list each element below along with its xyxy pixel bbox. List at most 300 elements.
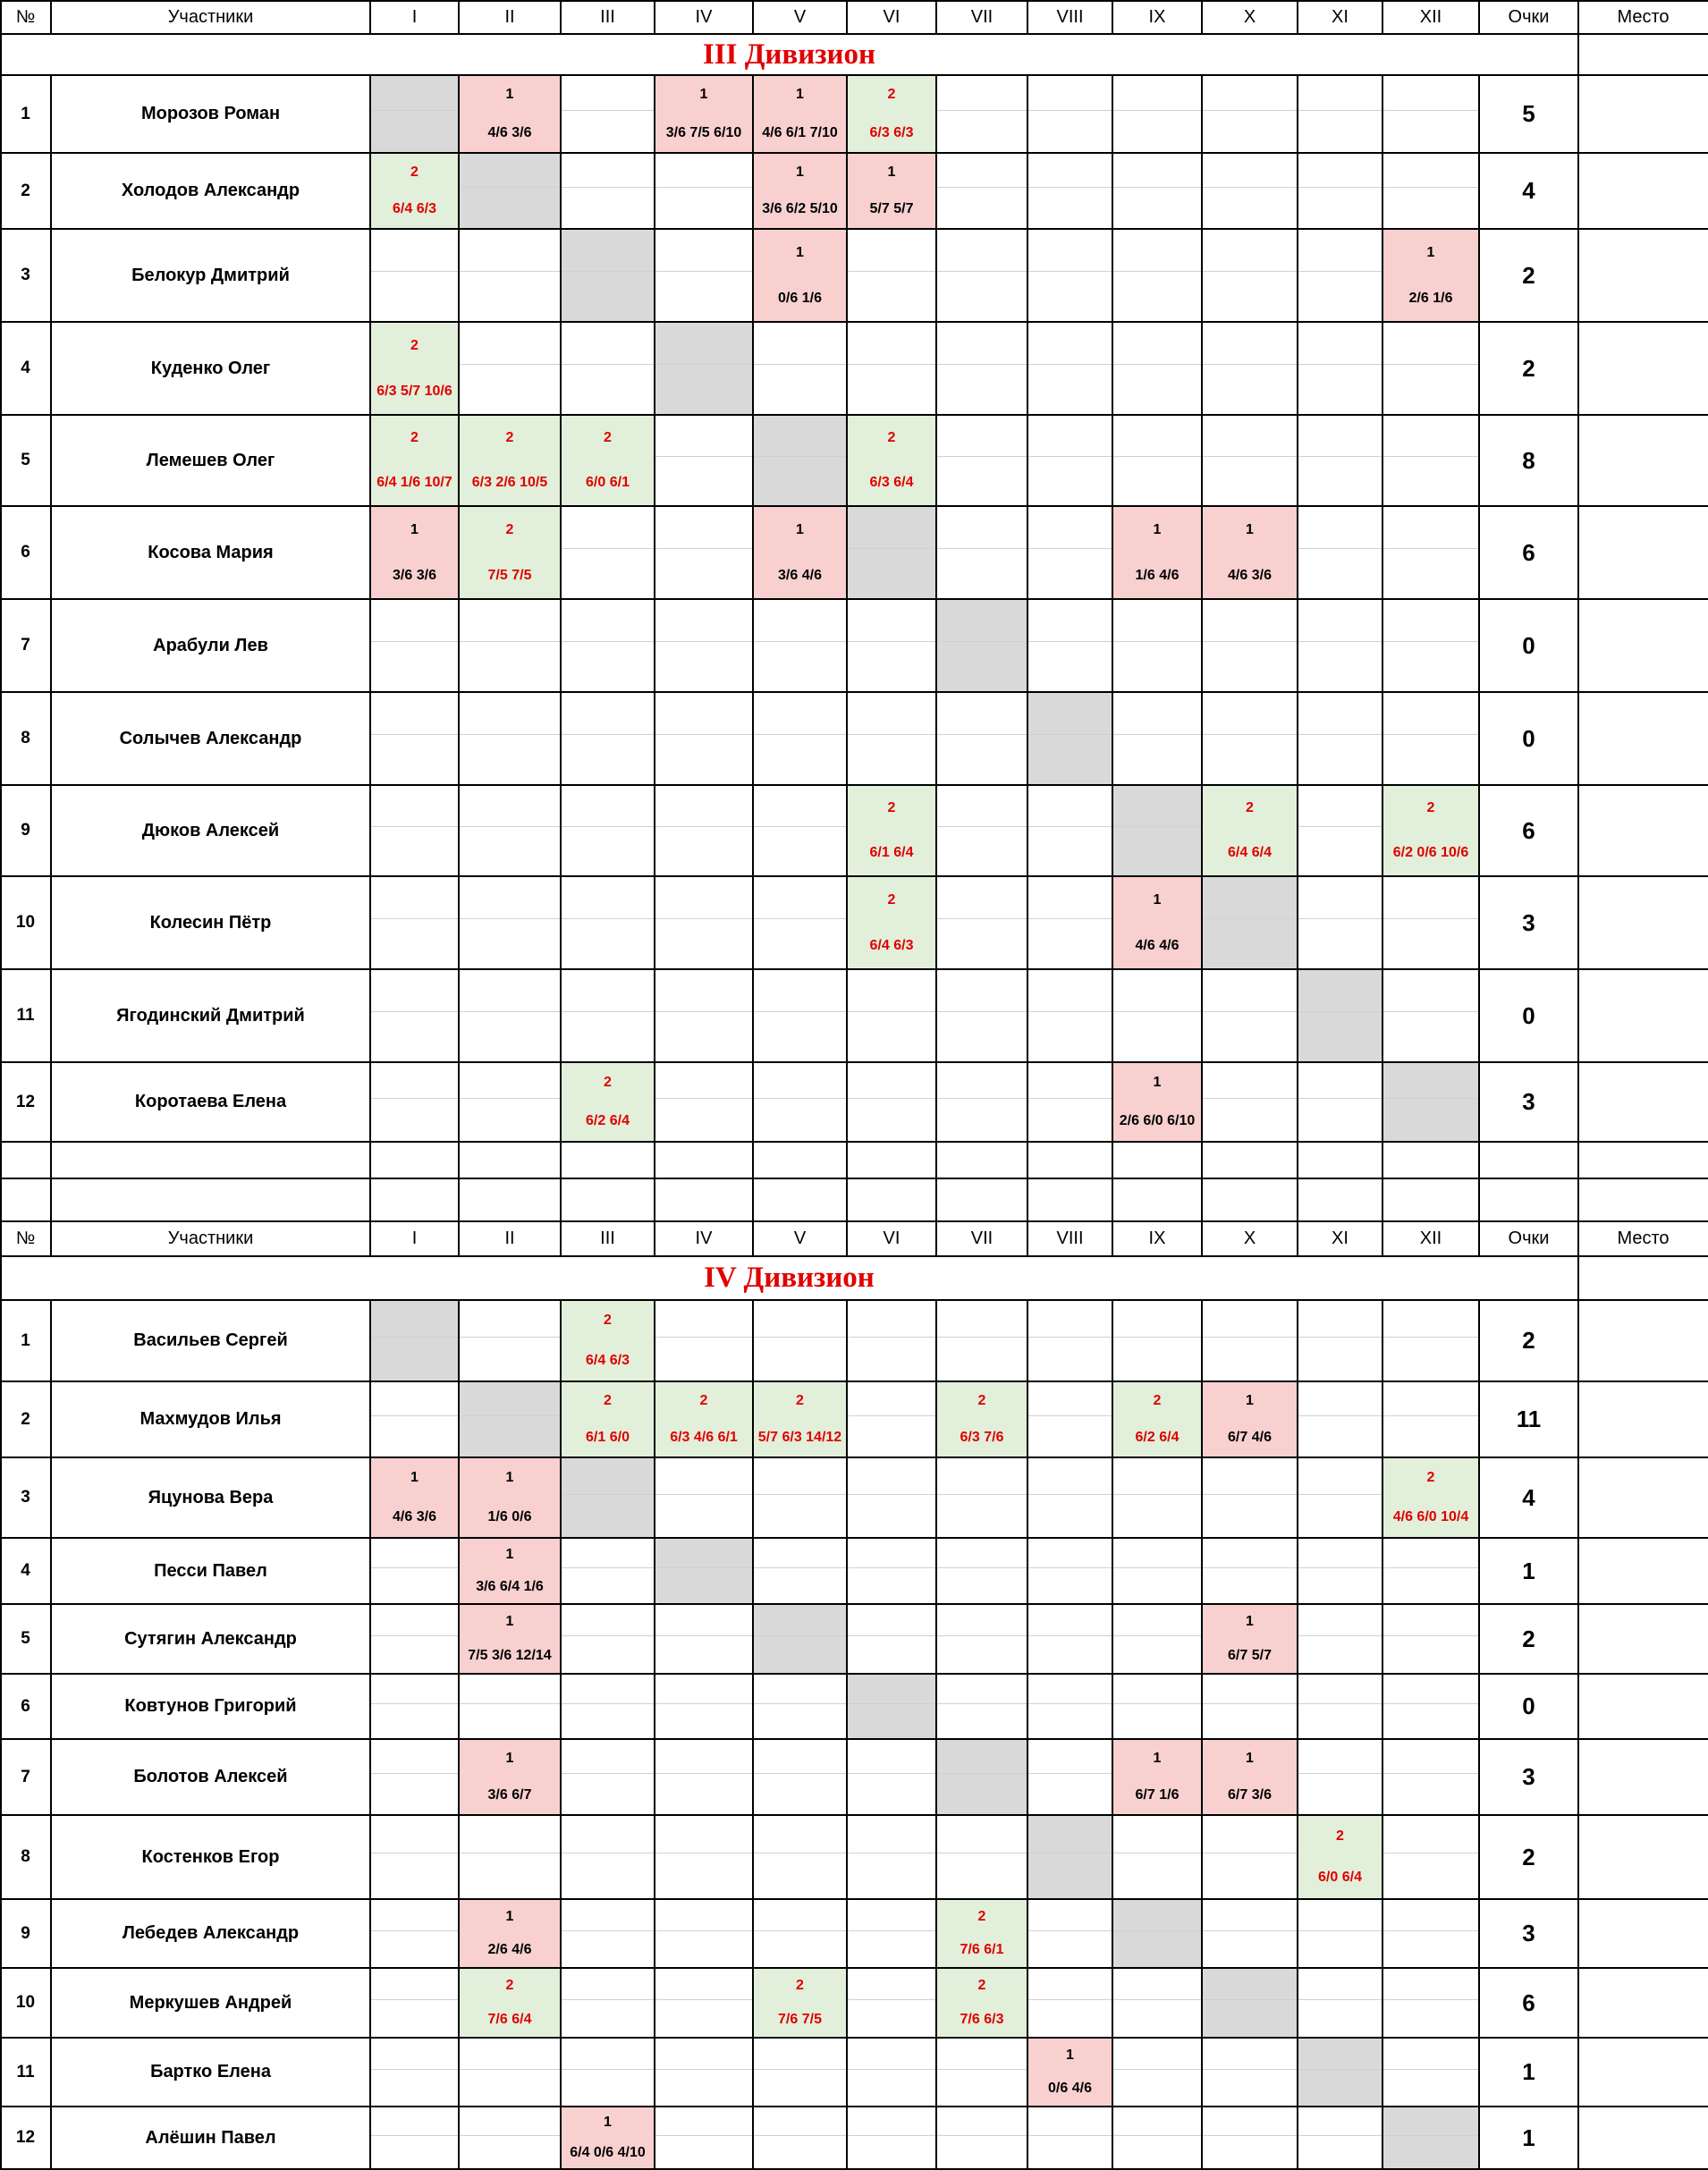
grid-line-v [1027,1142,1028,1220]
grid-line-v [1201,0,1203,34]
grid-line-h [0,1178,1708,1179]
header-round-vii: VII [936,0,1027,34]
player-number: 1 [21,1330,30,1350]
match-result [371,1458,458,1537]
match-points: 1 [1246,521,1254,537]
player-number: 1 [21,104,30,123]
grid-line-v [1027,75,1028,1142]
match-score: 6/0 6/4 [1318,1870,1362,1885]
grid-line-v [1382,1142,1383,1220]
header-round-ii: II [459,1220,561,1256]
grid-subline [370,2069,1479,2070]
grid-line-v [0,1256,2,1300]
grid-line-v [0,0,2,34]
player-number: 6 [21,543,30,561]
player-points: 1 [1522,1557,1535,1584]
player-points: 3 [1522,1763,1535,1790]
match-result [460,1539,560,1603]
grid-line-h [0,414,1708,416]
player-name: Куденко Олег [150,358,271,378]
grid-line-v [50,1220,52,1256]
grid-line-v [935,1142,937,1220]
player-name: Махмудов Илья [140,1409,282,1429]
grid-subline [370,734,1479,735]
player-points: 8 [1522,446,1535,474]
match-score: 6/1 6/4 [869,845,914,860]
player-number: 3 [21,1488,30,1507]
grid-line-v [50,1300,52,2169]
match-points: 2 [1336,1828,1344,1844]
match-result [562,1063,654,1141]
match-score: 3/6 6/4 1/6 [476,1579,544,1594]
match-score: 6/4 6/4 [1228,845,1272,860]
grid-subline [370,364,1479,365]
grid-line-v [1577,1256,1579,1300]
player-place [1578,229,1708,322]
grid-line-v [1382,75,1383,1142]
player-place [1578,1739,1708,1815]
header-no: № [0,1220,51,1256]
match-score: 6/4 6/3 [586,1352,630,1368]
match-points: 1 [505,1547,514,1562]
grid-line-v [560,1300,562,2169]
player-name: Алёшин Павел [145,2127,276,2148]
grid-line-v [0,1142,2,1220]
grid-line-v [654,1142,655,1220]
player-points: 2 [1522,354,1535,382]
player-points: 6 [1522,538,1535,566]
player-points: 3 [1522,908,1535,936]
header-round-iv: IV [655,1220,753,1256]
header-round-xi: XI [1298,1220,1382,1256]
player-points: 2 [1522,1327,1535,1354]
header-round-vi: VI [847,0,936,34]
grid-subline [370,1011,1479,1012]
match-score: 7/5 3/6 12/14 [468,1648,552,1663]
grid-line-v [458,75,460,1142]
grid-line-v [369,0,371,34]
grid-line-v [560,75,562,1142]
player-number: 10 [15,913,36,932]
match-points: 1 [410,521,419,537]
grid-line-h [0,875,1708,877]
match-points: 1 [1153,521,1162,537]
header-points: Очки [1479,1220,1578,1256]
self-match-cell [459,1381,561,1457]
player-name: Дюков Алексей [141,820,280,840]
match-score: 6/4 6/3 [393,201,436,217]
grid-line-v [1027,1300,1028,2169]
match-result [460,1740,560,1814]
match-score: 6/7 3/6 [1228,1787,1272,1803]
match-points: 1 [1066,2047,1074,2063]
match-result [754,76,846,152]
player-number: 11 [16,1006,35,1025]
match-points: 2 [604,430,612,445]
player-number: 4 [21,359,30,377]
match-score: 6/3 6/3 [869,124,914,140]
player-number: 12 [15,1092,36,1111]
match-score: 7/6 6/3 [960,2012,1004,2027]
match-score: 6/3 2/6 10/5 [471,475,548,490]
player-number: 7 [21,1767,30,1786]
player-name: Белокур Дмитрий [131,265,290,285]
match-result [562,1301,654,1381]
match-result [460,1900,560,1967]
player-place [1578,1381,1708,1457]
player-number: 8 [21,1847,30,1866]
match-result [1028,2039,1112,2106]
match-score: 3/6 3/6 [393,567,436,583]
player-place [1578,692,1708,785]
self-match-cell [370,75,459,153]
match-result [371,507,458,598]
match-points: 2 [887,87,896,103]
player-points: 11 [1516,1406,1542,1432]
grid-line-h [0,1673,1708,1675]
header-participants: Участники [51,1220,370,1256]
grid-line-v [935,0,937,34]
match-result [1203,786,1297,875]
match-points: 1 [1153,1750,1162,1766]
match-score: 1/6 0/6 [487,1509,532,1524]
match-score: 6/1 6/0 [586,1430,630,1446]
match-result [937,1382,1027,1457]
match-score: 6/3 7/6 [960,1430,1004,1446]
match-score: 7/6 6/4 [487,2012,532,2027]
player-number: 8 [21,729,30,747]
grid-line-v [0,75,2,1142]
player-points: 2 [1522,261,1535,289]
grid-line-h [0,2037,1708,2039]
player-place [1578,153,1708,229]
grid-line-v [50,1142,52,1220]
match-result [937,1900,1027,1967]
player-points: 0 [1522,1693,1535,1719]
player-place [1578,2107,1708,2169]
player-name: Холодов Александр [121,181,300,200]
grid-line-v [1382,1300,1383,2169]
grid-line-v [0,34,2,75]
grid-line-v [1478,0,1480,34]
match-score: 6/3 6/4 [869,475,914,490]
grid-line-v [369,1300,371,2169]
match-result [460,1605,560,1673]
player-name: Морозов Роман [140,104,281,123]
match-score: 5/7 5/7 [869,201,914,217]
grid-subline [370,2135,1479,2136]
match-score: 3/6 6/2 5/10 [762,201,838,217]
grid-line-v [752,1142,754,1220]
match-result [460,416,560,505]
match-points: 2 [505,1978,514,1993]
match-score: 0/6 4/6 [1048,2081,1092,2097]
match-result [848,76,935,152]
player-number: 5 [21,1629,30,1648]
player-name: Ягодинский Дмитрий [116,1005,305,1026]
player-number: 9 [21,1923,30,1943]
player-points: 3 [1522,1920,1535,1946]
grid-line-h [0,1299,1708,1301]
player-number: 4 [21,1561,30,1580]
header-no: № [0,0,51,34]
grid-line-v [1297,1220,1298,1256]
player-number: 12 [15,2128,36,2147]
match-score: 7/5 7/5 [487,567,532,583]
match-result [937,1969,1027,2037]
player-points: 4 [1522,1483,1535,1511]
grid-line-v [1577,1220,1579,1256]
match-points: 2 [796,1392,804,1408]
header-round-v: V [753,1220,847,1256]
header-round-iv: IV [655,0,753,34]
grid-line-h [0,1457,1708,1458]
header-round-ix: IX [1112,0,1202,34]
player-points: 1 [1522,2058,1535,2085]
grid-line-v [654,1220,655,1256]
match-score: 4/6 3/6 [487,124,532,140]
match-result [848,154,935,228]
grid-line-v [1027,0,1028,34]
header-round-vii: VII [936,1220,1027,1256]
grid-line-v [1297,75,1298,1142]
grid-line-h [0,2106,1708,2107]
player-points: 5 [1522,100,1535,127]
match-score: 6/3 4/6 6/1 [670,1430,738,1446]
grid-line-v [458,1142,460,1220]
match-score: 6/4 1/6 10/7 [376,475,452,490]
grid-subline [370,1703,1479,1704]
match-result [754,1969,846,2037]
match-points: 2 [604,1074,612,1090]
grid-line-v [846,75,848,1142]
match-points: 1 [410,1470,419,1485]
grid-line-h [0,1898,1708,1900]
player-place [1578,969,1708,1062]
match-points: 1 [604,2115,612,2130]
match-points: 1 [505,1470,514,1485]
match-score: 6/7 1/6 [1135,1787,1180,1803]
match-result [1113,1063,1201,1141]
header-round-xi: XI [1298,0,1382,34]
grid-subline [370,1337,1479,1338]
header-round-xii: XII [1382,0,1479,34]
match-result [371,323,458,414]
player-place [1578,1604,1708,1674]
match-result [848,877,935,968]
match-result [1203,1740,1297,1814]
grid-line-v [752,1220,754,1256]
match-score: 6/2 6/4 [586,1113,630,1129]
player-name: Коротаева Елена [134,1092,287,1111]
player-place [1578,1815,1708,1899]
match-score: 6/2 0/6 10/6 [1392,845,1469,860]
player-number: 11 [16,2062,35,2081]
grid-line-v [846,1300,848,2169]
match-result [754,154,846,228]
self-match-cell [1202,876,1298,969]
match-points: 2 [1426,800,1435,815]
player-number: 6 [21,1696,30,1716]
match-score: 6/4 6/3 [869,937,914,953]
player-place [1578,1968,1708,2038]
match-points: 2 [604,1313,612,1329]
match-points: 1 [1426,244,1435,260]
match-score: 2/6 1/6 [1408,290,1453,306]
player-place [1578,2038,1708,2107]
header-round-viii: VIII [1027,0,1112,34]
match-points: 2 [1426,1470,1435,1485]
player-points: 0 [1522,1001,1535,1029]
player-name: Яцунова Вера [148,1487,274,1507]
match-score: 3/6 6/7 [487,1787,532,1803]
self-match-cell [936,599,1027,692]
grid-line-v [50,0,52,34]
grid-line-h [0,598,1708,600]
player-place [1578,1457,1708,1538]
header-round-i: I [370,1220,459,1256]
player-points: 0 [1522,724,1535,752]
grid-line-v [1112,1220,1113,1256]
grid-line-h [0,152,1708,154]
grid-line-h [0,1061,1708,1063]
match-points: 1 [1246,1750,1254,1766]
match-result [1203,507,1297,598]
player-place [1578,506,1708,599]
player-number: 5 [21,451,30,469]
match-score: 0/6 1/6 [778,290,822,306]
grid-line-v [1382,1220,1383,1256]
grid-line-v [654,75,655,1142]
match-score: 2/6 4/6 [487,1942,532,1958]
grid-line-h [0,1537,1708,1539]
match-points: 1 [796,87,804,103]
self-match-cell [561,1457,655,1538]
match-score: 4/6 6/1 7/10 [762,124,838,140]
match-result [562,1382,654,1457]
grid-line-v [935,1300,937,2169]
match-result [1113,1740,1201,1814]
player-name: Арабули Лев [153,635,268,655]
grid-line-v [458,0,460,34]
grid-line-v [654,1300,655,2169]
match-points: 2 [699,1392,708,1408]
header-participants: Участники [51,0,370,34]
match-result [1383,1458,1478,1537]
self-match-cell [1298,2038,1382,2107]
grid-subline [370,641,1479,642]
grid-line-v [560,1142,562,1220]
match-score: 6/3 5/7 10/6 [376,383,452,399]
match-points: 2 [977,1978,986,1993]
player-place [1578,322,1708,415]
grid-line-v [458,1300,460,2169]
player-place [1578,876,1708,969]
self-match-cell [1112,785,1202,876]
match-points: 2 [887,800,896,815]
match-score: 6/7 4/6 [1228,1430,1272,1446]
match-score: 6/0 6/1 [586,475,630,490]
match-score: 2/6 6/0 6/10 [1119,1113,1196,1129]
grid-line-h [0,74,1708,76]
match-score: 3/6 7/5 6/10 [665,124,742,140]
match-result [655,76,752,152]
header-place: Место [1578,0,1708,34]
match-score: 4/6 3/6 [393,1509,436,1524]
match-points: 2 [410,430,419,445]
header-round-x: X [1202,0,1298,34]
player-points: 2 [1522,1625,1535,1652]
player-name: Лебедев Александр [122,1923,300,1943]
grid-line-v [369,75,371,1142]
match-points: 2 [604,1392,612,1408]
grid-line-h [0,33,1708,35]
player-name: Песси Павел [154,1560,267,1581]
grid-line-h [0,0,1708,2]
match-points: 1 [1153,1074,1162,1090]
match-points: 2 [887,891,896,908]
grid-subline [370,1415,1479,1416]
grid-line-h [0,691,1708,693]
grid-line-v [458,1220,460,1256]
grid-line-v [1478,1220,1480,1256]
grid-line-v [1201,75,1203,1142]
grid-line-h [0,784,1708,786]
grid-line-v [1112,0,1113,34]
grid-line-v [0,1220,2,1256]
grid-line-v [560,0,562,34]
player-number: 10 [15,1993,36,2012]
grid-line-h [0,1814,1708,1816]
self-match-cell [1202,1968,1298,2038]
player-place [1578,1674,1708,1739]
grid-line-h [0,1381,1708,1382]
player-number: 9 [21,821,30,840]
grid-line-v [752,75,754,1142]
player-place [1578,785,1708,876]
self-match-cell [1382,2107,1479,2169]
player-place [1578,1538,1708,1604]
grid-subline [370,1098,1479,1099]
player-name: Сутягин Александр [124,1628,297,1649]
match-score: 4/6 4/6 [1135,937,1180,953]
match-score: 3/6 4/6 [778,567,822,583]
player-name: Косова Мария [148,542,274,562]
match-points: 2 [410,164,419,180]
match-result [754,1382,846,1457]
player-name: Солычев Александр [119,728,302,748]
self-match-cell [1298,969,1382,1062]
grid-line-h [0,1255,1708,1257]
match-score: 4/6 6/0 10/4 [1392,1509,1469,1524]
header-round-ii: II [459,0,561,34]
grid-line-v [1027,1220,1028,1256]
match-result [562,416,654,505]
grid-line-v [1478,1142,1480,1220]
player-points: 6 [1522,816,1535,844]
grid-line-v [1577,75,1579,1142]
grid-line-h [0,968,1708,970]
grid-line-v [1577,34,1579,75]
header-points: Очки [1479,0,1578,34]
player-place [1578,1300,1708,1381]
match-result [1383,786,1478,875]
grid-line-v [935,75,937,1142]
header-round-vi: VI [847,1220,936,1256]
match-points: 2 [1246,800,1254,815]
grid-line-v [846,0,848,34]
grid-line-v [1382,0,1383,34]
